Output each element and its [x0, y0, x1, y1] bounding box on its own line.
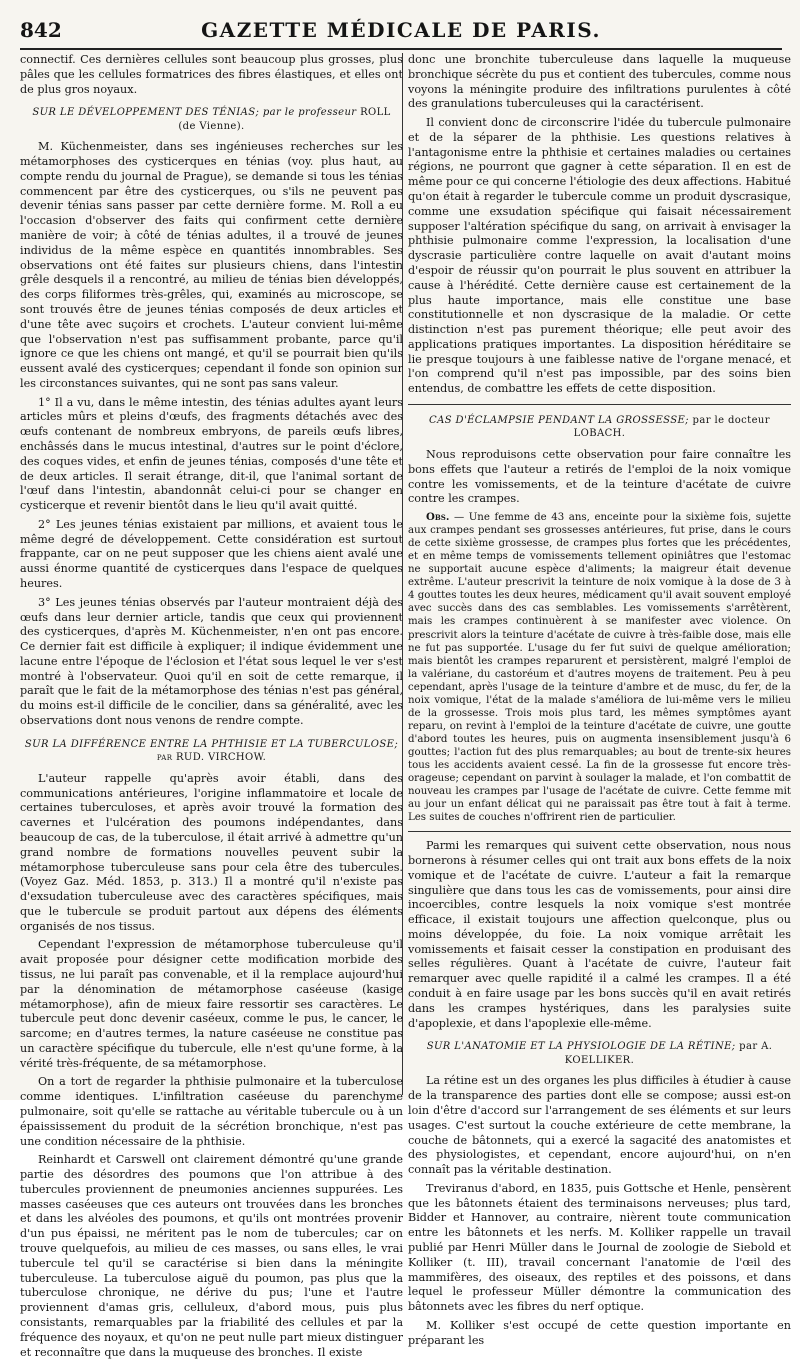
- paragraph: Reinhardt et Carswell ont clairement démontré qu'une grande partie des désordres des poumons que l'on attribue à des tubercules proviennent de pneumonies anciennes suppurées. Les masses caséeuses que ces auteurs ont trouvées dans les bronches et dans les alvéoles des poumons, et qu'ils ont montrées provenir d'un pus épaissi, ne méritent pas le nom de tubercules; car on trouve quelquefois, au milieu de ces masses, ou sans elles, le vrai tubercule tel qu'il se caractérise si bien dans la méningite tuberculeuse. La tuberculose aiguë du poumon, pas plus que la tuberculose chronique, ne dérive du pus; l'une et l'autre proviennent d'amas gris, celluleux, d'abord mous, puis plus consistants, remarquables par la friabilité des cellules et par la fréquence des noyaux, et qu'on ne peut nulle part mieux distinguer et reconnaître que dans la muqueuse des bronches. Il existe: [20, 1153, 403, 1359]
- section-author: par A. KOELLIKER.: [564, 1041, 773, 1066]
- paragraph: M. Kolliker s'est occupé de cette question importante en préparant les: [408, 1318, 791, 1347]
- observation-label: Obs.: [426, 511, 450, 524]
- right-column: [408, 53, 791, 1347]
- paragraph: Parmi les remarques qui suivent cette observation, nous nous bornerons à résumer celles qui ont trait aux bons effets de la noix vomique et de l'acétate de cuivre. L'auteur a fait la remarque singulière que dans tous les cas de vomissements, pour ainsi dire incoercibles, contre lesquels la noix vomique s'est montrée efficace, il existait toujours une affection quelconque, plus ou moins développée, du foie. La noix vomique arrêtait les vomissements et faisait cesser la constipation en produisant des selles régulières. Quant à l'acétate de cuivre, l'auteur fait remarquer avec quelle rapidité il a calmé les crampes. Il a été conduit à en faire usage par les bons succès qu'il en avait retirés dans les crampes hystériques, dans les paralysies suite d'apoplexie, et dans l'apoplexie elle-même.: [408, 839, 791, 1030]
- page-number: 842: [20, 18, 62, 42]
- paragraph: M. Küchenmeister, dans ses ingénieuses recherches sur les métamorphoses des cysticerques en ténias (voy. plus haut, au compte rendu du journal de Prague), se demande si tous les ténias commencent par être des cysticerques, ou s'ils ne peuvent pas devenir ténias sans passer par cette dernière forme. M. Roll a eu l'occasion d'observer des faits qui confirment cette dernière manière de voir; à côté de ténias adultes, il a trouvé de jeunes individus de la même espèce en quantités innombrables. Ses observations ont été faites sur plusieurs chiens, dans l'intestin grêle desquels il a rencontré, au milieu de ténias bien développés, des corps filiformes très-grêles, qui, examinés au microscope, se sont trouvés être de jeunes ténias composés de deux articles et d'une tête avec suçoirs et crochets. L'auteur convient lui-même que l'observation n'est pas suffisamment probante, parce qu'il ignore ce que les chiens ont mangé, et qu'il se pourrait bien qu'ils eussent avalé des cysticerques; cependant il fonde son opinion sur les circonstances suivantes, qui ne sont pas sans valeur.: [20, 140, 403, 390]
- paragraph: La rétine est un des organes les plus difficiles à étudier à cause de la transparence des parties dont elle se compose; aussi est-on loin d'être d'accord sur l'arrangement de ses éléments et sur leurs usages. C'est surtout la couche extérieure de cette membrane, la couche de bâtonnets, qui a exercé la sagacité des anatomistes et des physiologistes, et cependant, encore aujourd'hui, on n'en connaît pas la véritable destination.: [408, 1074, 791, 1177]
- paragraph: On a tort de regarder la phthisie pulmonaire et la tuberculose comme identiques. L'infiltration caséeuse du parenchyme pulmonaire, soit qu'elle se rattache au véritable tubercule ou à un épaississement du produit de la sécrétion bronchique, n'est pas une condition nécessaire de la phthisie.: [20, 1075, 403, 1148]
- observation-text: — Une femme de 43 ans, enceinte pour la sixième fois, sujette aux crampes pendant ses grossesses antérieures, fut prise, dans le cours de cette sixième grossesse, de crampes plus fortes que les précédentes, et en même temps de vomissements tellement opiniâtres que l'estomac ne supportait aucune espèce d'aliments; la maigreur était devenue extrême. L'auteur prescrivit la teinture de noix vomique à la dose de 3 à 4 gouttes toutes les deux heures, médicament qu'il avait souvent employé avec succès dans des cas semblables. Les vomissements s'arrêtèrent, mais les crampes continuèrent à se manifester avec violence. On prescrivit alors la teinture d'acétate de cuivre à très-faible dose, mais elle ne fut pas supportée. L'usage du fer fut suivi de quelque amélioration; mais bientôt les crampes reparurent et persistèrent, malgré l'emploi de la valériane, du castoréum et d'autres moyens de traitement. Peu à peu cependant, après l'usage de la teinture d'ambre et de musc, du fer, de la noix vomique, l'état de la malade s'améliora de lui-même vers le milieu de la grossesse. Trois mois plus tard, les mêmes symptômes ayant reparu, on revint à l'emploi de la teinture d'acétate de cuivre, une goutte d'abord toutes les heures, puis on augmenta insensiblement jusqu'à 6 gouttes; l'action fut des plus remarquables; au bout de trente-six heures tous les accidents avaient cessé. La fin de la grossesse fut encore très-orageuse; cependant on parvint à soulager la malade, et l'on combattit de nouveau les crampes par l'usage de l'acétate de cuivre. Cette femme mit au jour un enfant délicat qui ne paraissait pas être tout à fait à terme. Les suites de couches n'offrirent rien de particulier.: [408, 512, 791, 824]
- paragraph: donc une bronchite tuberculeuse dans laquelle la muqueuse bronchique sécrète du pus et contient des tubercules, comme nous voyons la méningite produire des infiltrations purulentes à côté des granulations tuberculeuses qui la caractérisent.: [408, 53, 791, 111]
- paragraph: Il convient donc de circonscrire l'idée du tubercule pulmonaire et de la séparer de la phthisie. Les questions relatives à l'antagonisme entre la phthisie et certaines maladies ou certaines régions, ne pourront que gagner à cette séparation. Il en est de même pour ce qui concerne l'étiologie des deux affections. Habitué qu'on était à regarder le tubercule comme un produit dyscrasique, comme une exsudation spécifique qui faisait nécessairement supposer l'altération spécifique du sang, on arrivait à envisager la phthisie pulmonaire comme l'expression, la localisation d'une dyscrasie particulière contre laquelle on avait d'autant moins d'espoir de réussir qu'on pourrait le plus souvent en attribuer la cause à l'hérédité. Cette dernière cause est certainement de la plus haute importance, mais elle constitue une base constitutionnelle et non dyscrasique de la maladie. Or cette distinction n'est pas purement théorique; elle peut avoir des applications pratiques importantes. La disposition héréditaire se lie presque toujours à une faiblesse native de l'organe menacé, et l'on comprend qu'il n'est pas impossible, par des soins bien entendus, de combattre les effets de cette disposition.: [408, 116, 791, 396]
- paragraph: 1° Il a vu, dans le même intestin, des ténias adultes ayant leurs articles mûrs et pleins d'œufs, des fragments détachés avec des œufs contenant de nombreux embryons, de pareils œufs libres, enchâssés dans le mucus intestinal, d'autres sur le point d'éclore, des coques vides, et enfin de jeunes ténias, composés d'une tête et de deux articles. Il serait étrange, dit-il, que l'animal sortant de l'œuf dans l'intestin, abandonnât celui-ci pour se changer en cysticerque et revenir bientôt dans le lieu qu'il avait quitté.: [20, 395, 403, 513]
- section-author: par RUD. VIRCHOW.: [156, 752, 267, 764]
- section-rule: [408, 831, 791, 832]
- section-title: CAS D'ÉCLAMPSIE PENDANT LA GROSSESSE;: [429, 414, 689, 426]
- paragraph: connectif. Ces dernières cellules sont beaucoup plus grosses, plus pâles que les cellules formatrices des fibres élastiques, et elles ont de plus gros noyaux.: [20, 53, 403, 96]
- section-author: par le docteur LOBACH.: [573, 414, 770, 440]
- section-heading-tenias: [20, 106, 403, 133]
- paragraph: 3° Les jeunes ténias observés par l'auteur montraient déjà des œufs dans leur dernier article, tandis que ceux qui proviennent des cysticerques, d'après M. Küchenmeister, n'en ont pas encore. Ce dernier fait est difficile à expliquer; il indique évidemment une lacune entre l'époque de l'éclosion et l'état sous lequel le ver s'est montré à l'observateur. Quoi qu'il en soit de cette remarque, il paraît que le fait de la métamorphose des ténias n'est pas général, du moins est-il difficile de le concilier, dans sa généralité, avec les observations dont nous venons de rendre compte.: [20, 595, 403, 728]
- observation-paragraph: [408, 511, 791, 824]
- section-heading-retine: [408, 1040, 791, 1067]
- section-title: SUR LE DÉVELOPPEMENT DES TÉNIAS; par le professeur: [32, 107, 357, 119]
- paragraph: L'auteur rappelle qu'après avoir établi, dans des communications antérieures, l'origine inflammatoire et locale de certaines tuberculoses, et après avoir trouvé la formation des cavernes et l'ulcération des poumons indépendantes, dans beaucoup de cas, de la tuberculose, il était arrivé à admettre qu'un grand nombre de formations nouvelles peuvent subir la métamorphose tuberculeuse sans pour cela être des tubercules. (Voyez Gaz. Méd. 1853, p. 313.) Il a montré qu'il n'existe pas d'exsudation tuberculeuse avec des caractères spécifiques, mais que le tubercule se produit partout aux dépens des éléments organisés de nos tissus.: [20, 771, 403, 933]
- journal-title: GAZETTE MÉDICALE DE PARIS.: [201, 18, 601, 42]
- page-header: [20, 14, 782, 50]
- section-place: (de Vienne).: [178, 120, 245, 132]
- section-author: ROLL: [360, 107, 391, 119]
- paragraph: Treviranus d'abord, en 1835, puis Gottsche et Henle, pensèrent que les bâtonnets étaient des terminaisons nerveuses; plus tard, Bidder et Hannover, au contraire, nièrent toute communication entre les bâtonnets et les nerfs. M. Kolliker rappelle un travail publié par Henri Müller dans le Journal de zoologie de Siebold et Kolliker (t. III), travail concernant l'anatomie de l'œil des mammifères, des oiseaux, des reptiles et des poissons, et dans lequel le professeur Müller démontre la communication des bâtonnets avec les fibres du nerf optique.: [408, 1181, 791, 1314]
- paragraph: 2° Les jeunes ténias existaient par millions, et avaient tous le même degré de développement. Cette considération est surtout frappante, car on ne peut supposer que les chiens aient avalé une aussi énorme quantité de cysticerques dans l'espace de quelques heures.: [20, 517, 403, 590]
- section-heading-eclampsie: [408, 414, 791, 441]
- section-heading-phthisie: [20, 738, 403, 765]
- section-title: SUR LA DIFFÉRENCE ENTRE LA PHTHISIE ET LA TUBERCULOSE;: [24, 738, 399, 750]
- left-column: [20, 53, 403, 1359]
- section-rule: [408, 404, 791, 405]
- section-title: SUR L'ANATOMIE ET LA PHYSIOLOGIE DE LA RÉTINE;: [426, 1041, 736, 1053]
- paragraph: Nous reproduisons cette observation pour faire connaître les bons effets que l'auteur a retirés de l'emploi de la noix vomique contre les vomissements, et de la teinture d'acétate de cuivre contre les crampes.: [408, 447, 791, 506]
- paragraph: Cependant l'expression de métamorphose tuberculeuse qu'il avait proposée pour désigner cette modification morbide des tissus, ne lui paraît pas convenable, et il la remplace aujourd'hui par la dénomination de métamorphose caséeuse (kasige métamorphose), afin de mieux faire ressortir ses caractères. Le tubercule peut donc devenir caséeux, comme le pus, le cancer, le sarcome; en d'autres termes, la nature caséeuse ne constitue pas un caractère spécifique du tubercule, elle n'est qu'une forme, à la vérité très-fréquente, de sa métamorphose.: [20, 938, 403, 1070]
